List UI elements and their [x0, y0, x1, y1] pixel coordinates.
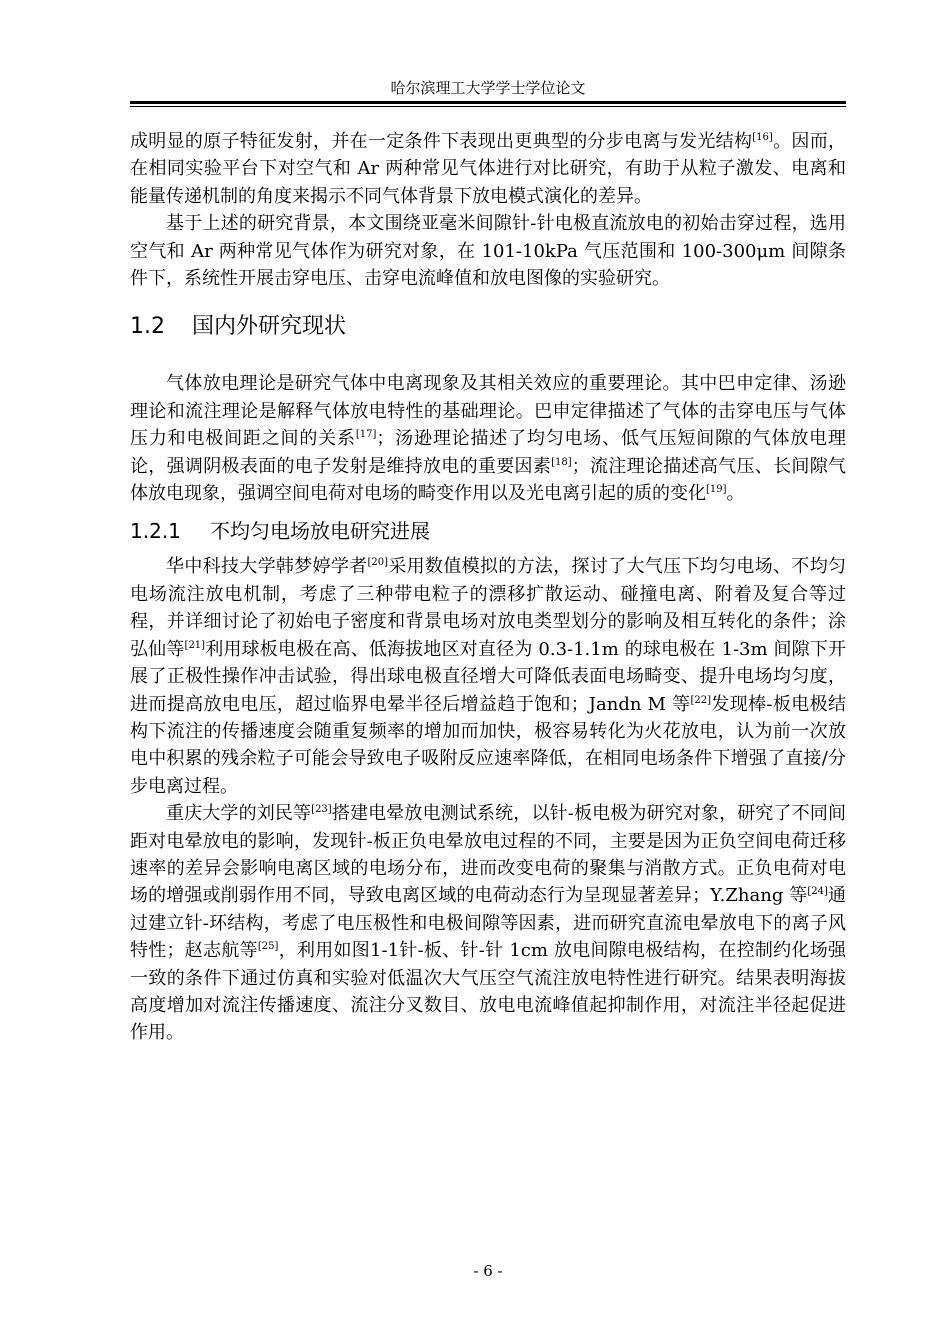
text-run: 气体放电理论是研究气体中电离现象及其相关效应的重要理论。其中巴申定律、汤逊理论和流注理论是解释气体放电特性的基础理论。巴申定律描述了气体的击穿电压与气体压力和电极间距之间的关系	[130, 373, 846, 450]
section-heading	[130, 312, 846, 342]
paragraph-discharge-theory	[130, 370, 846, 507]
text-run: 重庆大学的刘民等	[166, 803, 312, 825]
citation-20: [20]	[367, 557, 389, 569]
paragraph-research-background: 基于上述的研究背景，本文围绕亚毫米间隙针-针电极直流放电的初始击穿过程，选用空气和 Ar 两种常见气体作为研究对象，在 101-10kPa 气压范围和 100-300μm 间隙条件下，系统性开展击穿电压、击穿电流峰值和放电图像的实验研究。	[130, 213, 846, 290]
page-number: - 6 -	[473, 1262, 503, 1280]
text-run: ；流注理论描述高气压、长间隙气体放电现象，强调空间电荷对电场的畸变作用以及光电离引起的质的变化	[130, 455, 847, 505]
paragraph-cqu-research	[130, 800, 846, 1047]
citation-25: [25]	[257, 941, 279, 953]
section-title: 国内外研究现状	[192, 314, 347, 340]
paragraph-hust-research	[130, 553, 846, 800]
page-body	[130, 128, 846, 1047]
header-rule-thin	[130, 106, 846, 107]
section-number: 1.2	[130, 314, 165, 340]
text-run: 利用球板电极在高、低海拔地区对直径为 0.3-1.1m 的球电极在 1-3m 间隙下开展了正极性操作冲击试验，得出球电极直径增大可降低表面电场畸变、提升电场均匀度，进而提高放电电压，超过临界电晕半径后增益趋于饱和；Jandn M 等	[130, 638, 847, 715]
citation-18: [18]	[551, 456, 572, 468]
text-run: 。	[726, 483, 745, 505]
text-run: 发现棒-板电极结构下流注的传播速度会随重复频率的增加而加快，极容易转化为火花放电，认为前一次放电中积累的残余粒子可能会导致电子吸附反应速率降低，在相同电场条件下增强了直接/分步电离过程。	[130, 693, 846, 797]
page-header: 哈尔滨理工大学学士学位论文	[390, 79, 586, 97]
text-run: 通过建立针-环结构，考虑了电压极性和电极间隙等因素，进而研究直流电晕放电下的离子风特性；赵志航等	[130, 885, 847, 962]
subsection-title: 不均匀电场放电研究进展	[210, 519, 430, 544]
subsection-heading	[130, 517, 846, 545]
citation-19: [19]	[706, 484, 727, 496]
citation-17: [17]	[355, 429, 377, 441]
text-run: 。因而，在相同实验平台下对空气和 Ar 两种常见气体进行对比研究，有助于从粒子激发、电离和能量传递机制的角度来揭示不同气体背景下放电模式演化的差异。	[130, 131, 847, 207]
header-rule-thick	[130, 101, 846, 104]
citation-22: [22]	[690, 694, 711, 706]
citation-23: [23]	[311, 804, 332, 816]
citation-24: [24]	[807, 886, 828, 898]
text-run: ，利用如图1-1针-板、针-针 1cm 放电间隙电极结构，在控制约化场强一致的条件下通过仿真和实验对低温次大气压空气流注放电特性进行研究。结果表明海拔高度增加对流注传播速度、流注分叉数目、放电电流峰值起抑制作用，对流注半径起促进作用。	[130, 940, 846, 1044]
text-run: 采用数值模拟的方法，探讨了大气压下均匀电场、不均匀电场流注放电机制，考虑了三种带电粒子的漂移扩散运动、碰撞电离、附着及复合等过程，并详细讨论了初始电子密度和背景电场对放电类型划分的影响及相互转化的条件；涂弘仙等	[130, 556, 847, 660]
text-run: 搭建电晕放电测试系统，以针-板电极为研究对象，研究了不同间距对电晕放电的影响，发现针-板正负电晕放电过程的不同，主要是因为正负空间电荷迁移速率的差异会影响电离区域的电场分布，进而改变电荷的聚集与消散方式。正负电荷对电场的增强或削弱作用不同，导致电离区域的电荷动态行为呈现显著差异；Y.Zhang 等	[130, 803, 846, 907]
citation-21: [21]	[184, 639, 206, 651]
text-run: ；汤逊理论描述了均匀电场、低气压短间隙的气体放电理论，强调阴极表面的电子发射是维持放电的重要因素	[130, 428, 847, 477]
text-run: 华中科技大学韩梦婷学者	[166, 556, 368, 578]
text-run: 成明显的原子特征发射，并在一定条件下表现出更典型的分步电离与发光结构	[130, 131, 753, 152]
subsection-number: 1.2.1	[130, 519, 181, 544]
paragraph-continued	[130, 128, 846, 210]
citation-16: [16]	[752, 132, 773, 143]
